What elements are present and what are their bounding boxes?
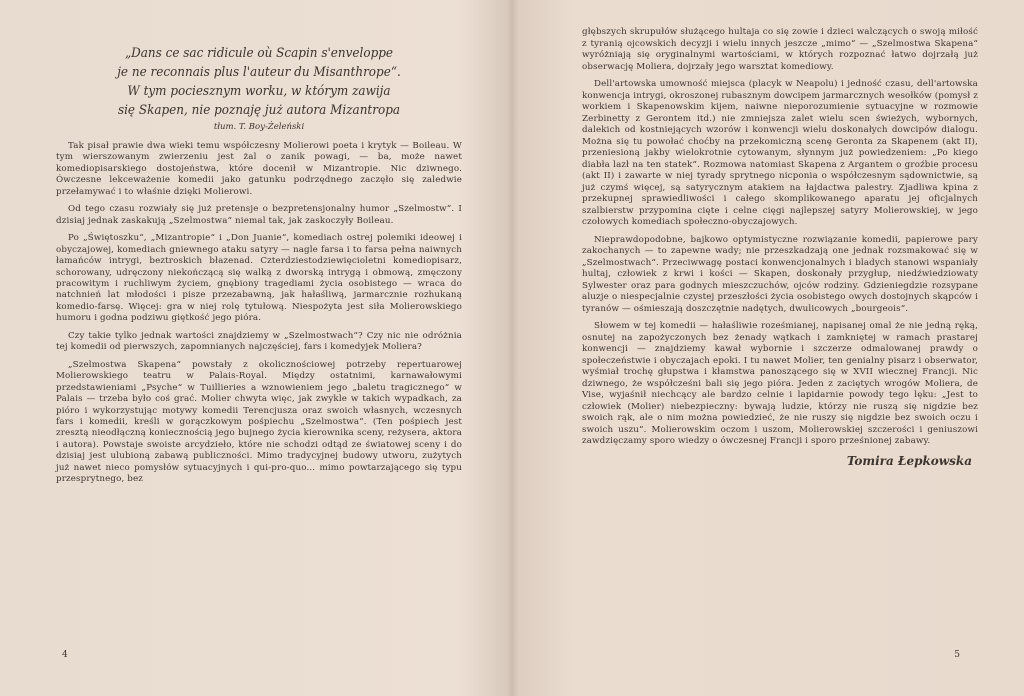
left-page [0, 0, 510, 696]
page-number: 4 [62, 650, 68, 660]
epigraph [56, 45, 462, 133]
author-signature: Tomira Łepkowska [846, 453, 972, 468]
paragraph: Dell'artowska umowność miejsca (placyk w Neapolu) i jedność czasu, dell'artowska konwencja intrygi, okroszonej rubasznym dowcipem jarmarcznych wesołków (pomysł z workiem i Skapenowskim kijem, naiwne nieporozumienie sytuacyjne w rozmowie Zerbinetty z Gerontem itd.) nie zmniejsza zalet wielu scen świeżych, wybornych, dalekich od kostniejących wzorów i konwencji wielu doskonałych dowcipów dialogu. Można się tu powołać choćby na przekomiczną scenę Geronta za Skapenem (akt II), przeniesioną jakby wielokrotnie cytowanym, słynnym już powiedzeniem: „Po kiego diabła lazł na ten statek“. Rozmowa natomiast Skapena z Argantem o groźbie procesu (akt II) i zawarte w niej tyrady sprytnego nicponia o współczesnym sądownictwie, są już czymś więcej, są satyrycznym atakiem na łajdactwa palestry. Zjadliwa kpina z przekupnej sprawiedliwości i całego skomplikowanego aparatu jej oficjalnych szalbierstw przypomina cięte i celne cięgi najlepszej satyry Molierowskiej, w jego czołowych komediach społeczno-obyczajowych. [582, 79, 978, 227]
paragraph: głębszych skrupułów służącego hultaja co się zowie i dzieci walczących o swoją miłość z tyranią ojcowskich decyzji i wielu innych jeszcze „mimo“ — „Szelmostwa Skapena“ wyróżniają się oryginalnymi wartościami, w których rozpoznać łatwo dojrzałą już obserwację Moliera, dojrzały jego warsztat komediowy. [582, 27, 978, 72]
epigraph-line: się Skapen, nie poznaję już autora Mizantropa [117, 102, 401, 118]
page-number: 5 [954, 650, 960, 660]
epigraph-attribution: tłum. T. Boy-Żeleński [213, 122, 305, 132]
paragraph: Słowem w tej komedii — hałaśliwie roześmianej, napisanej omal że nie jedną ręką, osnutej na zapożyczonych bez żenady wątkach i zamkniętej w ramach prastarej konwencji — znajdziemy kawał wybornie i szczerze odmalowanej prawdy o społeczeństwie i obyczajach epoki. I tu nawet Molier, ten genialny pisarz i obserwator, wyśmiał trochę głupstwa i kłamstwa panoszącego się w XVII wiecznej Francji. Nic dziwnego, że współcześni bali się jego pióra. Jeden z zaciętych wrogów Moliera, de Vise, wyjaśnił niechcący ale bardzo celnie i lapidarnie powody tego lęku: „Jest to człowiek (Molier) niebezpieczny: bywają ludzie, którzy nie ruszą się nigdzie bez swoich rąk, ale o nim można powiedzieć, że nie ruszy się nigdzie bez swoich oczu i swoich uszu“. Molierowskim oczom i uszom, Molierowskiej szczerości i geniuszowi zawdzięczamy sporo wiedzy o ówczesnej Francji i sporo prześnionej zabawy. [582, 321, 978, 446]
epigraph-line: W tym pociesznym worku, w którym zawija [127, 83, 391, 99]
right-page [512, 0, 1024, 696]
paragraph: „Szelmostwa Skapena“ powstały z okolicznościowej potrzeby repertuarowej Molierowskiego teatru w Palais-Royal. Między ostatnimi, karnawałowymi przedstawieniami „Psyche“ w Tuillieries a wznowieniem jego „baletu tragicznego“ w Palais — trzeba było coś grać. Molier chwyta więc, jak zwykle w takich wypadkach, za pióro i wykorzystując motywy komedii Terencjusza oraz swoich własnych, wczesnych fars i komedii, kreśli w gorączkowym pośpiechu „Szelmostwa“. (Ten pośpiech jest zresztą nieodłączną koniecznością jego bujnego życia kierownika sceny, reżysera, aktora i autora). Powstaje swoiste arcydzieło, które nie schodzi odtąd ze światowej sceny i do dzisiaj jest ulubioną zabawą publiczności. Mimo tradycyjnej budowy utworu, zużytych już nawet nieco pomysłów sytuacyjnych i qui-pro-quo... mimo powtarzającego się typu przesprytnego, bez [56, 359, 462, 485]
epigraph-line: „Dans ce sac ridicule où Scapin s'enveloppe [124, 45, 394, 61]
paragraph: Czy takie tylko jednak wartości znajdziemy w „Szelmostwach“? Czy nic nie odróżnia tej komedii od pierwszych, zapomnianych najczęściej, fars i komedyjek Moliera? [56, 330, 462, 353]
paragraph: Od tego czasu rozwiały się już pretensje o bezpretensjonalny humor „Szelmostw“. I dzisiaj jednak zaskakują „Szelmostwa“ niemal tak, jak zaskoczyły Boileau. [56, 204, 462, 226]
paragraph: Po „Świętoszku“, „Mizantropie“ i „Don Juanie“, komediach ostrej polemiki ideowej i obyczajowej, komediach gniewnego ataku satyry — nagle farsa i to farsa pełna naiwnych łamańców intrygi, beztroskich błazenad. Czterdziestodziewięcioletni komediopisarz, schorowany, udręczony niekończącą się walką z dworską intrygą i obmową, zmęczony pracowitym i ruchliwym życiem, gnębiony tragediami życia osobistego — wraca do natchnień lat młodości i pisze przezabawną, jak hałaśliwą, jarmarcznie rozhukaną komedio-farsę. Więcej: gra w niej rolę tytułową. Niespożyta jest siła Molierowskiego humoru i godna podziwu giętkość jego pióra. [56, 233, 462, 324]
epigraph-line: je ne reconnais plus l'auteur du Misanthrope“. [117, 64, 401, 80]
paragraph: Tak pisał prawie dwa wieki temu współczesny Molierowi poeta i krytyk — Boileau. W tym wierszowanym zwierzeniu jest żal o zanik powagi, — ba, może nawet komediopisarskiego dostojeństwa, które docenił w Mizantropie. Nic dziwnego. Ówczesne lekceważenie komedii jako gatunku podrzędnego zaczęło się zaledwie przełamywać i to właśnie dzięki Molierowi. [56, 141, 462, 197]
paragraph: Nieprawdopodobne, bajkowo optymistyczne rozwiązanie komedii, papierowe pary zakochanych — to zapewne wady; nie przeszkadzają one jednak rozsmakować się w „Szelmostwach“. Przeciwwagę postaci konwencjonalnych i bladych stanowi wspaniały hultaj, człowiek z krwi i kości — Skapen, doskonały przygłup, niedźwiedziowaty Sylwester oraz para godnych mieszczuchów, ojców rodziny. Gdzieniegdzie rozsypane aluzje o niespecjalnie czystej przeszłości życia osobistego owych dostojnych skąpców i tyranów — ośmieszają doszczętnie nadętych, dwulicowych „bourgeois“. [582, 234, 978, 314]
